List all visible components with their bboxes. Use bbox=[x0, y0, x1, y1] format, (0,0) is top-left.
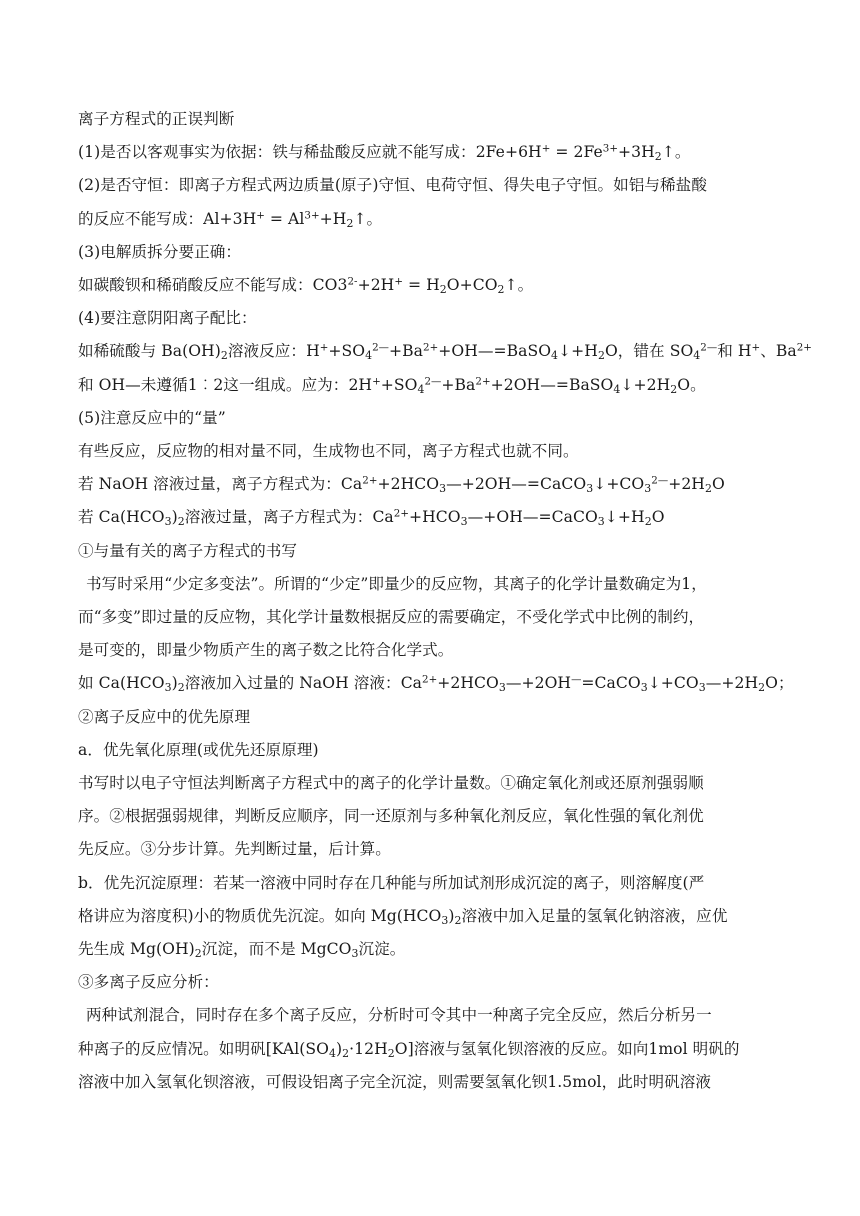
text-run: 溶液中加入氢氧化钡溶液，可假设铝离子完全沉淀，则需要氢氧化钡1.5mol，此时明矾溶液 bbox=[78, 1072, 712, 1091]
text-line bbox=[78, 667, 794, 700]
text-run: ·12H bbox=[349, 1039, 388, 1058]
text-run: —+2H bbox=[705, 674, 759, 693]
subscript: 2 bbox=[346, 216, 354, 230]
subscript: 2 bbox=[758, 681, 766, 695]
text-run: b．优先沉淀原理：若某一溶液中同时存在几种能与所加试剂形成沉淀的离子，则溶解度(严 bbox=[78, 873, 705, 892]
text-run: ↑。 bbox=[504, 276, 534, 295]
text-run: +2H bbox=[357, 276, 395, 295]
subscript: 2 bbox=[342, 1046, 350, 1060]
text-run: 如 Ca(HCO bbox=[78, 674, 165, 693]
subscript: 3 bbox=[498, 681, 506, 695]
superscript: 2+ bbox=[423, 342, 439, 355]
text-run: ②离子反应中的优先原理 bbox=[78, 707, 251, 726]
text-run: ) bbox=[335, 1039, 343, 1058]
text-run: (2)是否守恒：即离子方程式两边质量(原子)守恒、电荷守恒、得失电子守恒。如铝与稀盐酸 bbox=[78, 176, 707, 195]
superscript: + bbox=[256, 209, 265, 222]
superscript: + bbox=[541, 142, 551, 155]
subscript: 3 bbox=[439, 482, 447, 496]
subscript: 4 bbox=[328, 1046, 336, 1060]
subscript: 2 bbox=[454, 913, 462, 927]
text-run: O bbox=[711, 475, 725, 494]
text-line bbox=[78, 833, 782, 866]
text-run: 书写时采用“少定多变法”。所谓的“少定”即量少的反应物，其离子的化学计量数确定为1， bbox=[86, 574, 707, 593]
text-run: ↑。 bbox=[353, 209, 383, 228]
subscript: 2 bbox=[597, 349, 605, 363]
text-run: = 2Fe bbox=[550, 143, 603, 162]
text-run: 沉淀，而不是 MgCO bbox=[201, 940, 352, 959]
text-line bbox=[78, 435, 782, 468]
text-run: a．优先氧化原理(或优先还原原理) bbox=[78, 740, 319, 759]
text-line bbox=[78, 999, 782, 1032]
text-line bbox=[78, 103, 782, 136]
text-run: ↓+H bbox=[558, 342, 598, 361]
text-run: ↓+CO bbox=[647, 674, 699, 693]
text-run: ↓+H bbox=[604, 508, 645, 527]
subscript: 2 bbox=[220, 349, 228, 363]
subscript: 2 bbox=[177, 515, 185, 529]
superscript: 2— bbox=[424, 375, 442, 388]
superscript: — bbox=[571, 674, 582, 687]
text-run: 溶液过量，离子方程式为：Ca bbox=[184, 508, 394, 527]
text-run: = H bbox=[403, 276, 440, 295]
text-line bbox=[78, 1066, 782, 1099]
text-run: +Ba bbox=[441, 375, 476, 394]
text-run: ↓+2H bbox=[620, 375, 671, 394]
superscript: + bbox=[319, 342, 329, 355]
text-run: 书写时以电子守恒法判断离子方程式中的离子的化学计量数。①确定氧化剂或还原剂强弱顺 bbox=[78, 774, 704, 793]
subscript: 3 bbox=[460, 515, 468, 529]
text-line bbox=[78, 501, 782, 534]
text-run: +SO bbox=[380, 375, 418, 394]
text-line bbox=[78, 767, 782, 800]
superscript: 3+ bbox=[602, 142, 619, 155]
text-run: 溶液反应：H bbox=[227, 342, 320, 361]
text-run: +2OH—=BaSO bbox=[490, 375, 614, 394]
subscript: 3 bbox=[164, 681, 172, 695]
text-run: 和 OH—未遵循1︰2这一组成。应为：2H bbox=[78, 375, 373, 394]
subscript: 3 bbox=[586, 482, 594, 496]
text-run: +2HCO bbox=[377, 475, 440, 494]
text-run: =CaCO bbox=[581, 674, 641, 693]
subscript: 2 bbox=[177, 681, 185, 695]
text-run: O+CO bbox=[446, 276, 498, 295]
text-run: 溶液中加入足量的氢氧化钠溶液，应优 bbox=[461, 906, 728, 925]
superscript: 3+ bbox=[304, 209, 320, 222]
text-run: ①与量有关的离子方程式的书写 bbox=[78, 541, 298, 560]
subscript: 4 bbox=[417, 382, 425, 396]
text-run: 沉淀。 bbox=[358, 940, 406, 959]
text-run: 如稀硫酸与 Ba(OH) bbox=[78, 342, 221, 361]
text-run: 序。②根据强弱规律，判断反应顺序，同一还原剂与多种氧化剂反应，氧化性强的氧化剂优 bbox=[78, 807, 704, 826]
text-run: ③多离子反应分析： bbox=[78, 973, 219, 992]
subscript: 2 bbox=[194, 947, 202, 961]
text-run: O]溶液与氢氧化钡溶液的反应。如向1mol 明矾的 bbox=[394, 1039, 740, 1058]
text-line bbox=[78, 634, 782, 667]
text-run: 若 Ca(HCO bbox=[78, 508, 165, 527]
text-run: 而“多变”即过量的反应物，其化学计量数根据反应的需要确定，不受化学式中比例的制约， bbox=[78, 608, 705, 627]
text-run: 先生成 Mg(OH) bbox=[78, 940, 195, 959]
text-run: +OH—=BaSO bbox=[438, 342, 552, 361]
text-run: 和 H bbox=[717, 342, 752, 361]
text-line bbox=[78, 535, 782, 568]
subscript: 2 bbox=[704, 482, 712, 496]
text-run: ) bbox=[171, 674, 178, 693]
text-run: 两种试剂混合，同时存在多个离子反应，分析时可令其中一种离子完全反应，然后分析另一 bbox=[86, 1006, 712, 1025]
text-run: (5)注意反应中的“量” bbox=[78, 408, 226, 427]
text-line bbox=[78, 568, 782, 601]
text-run: 若 NaOH 溶液过量，离子方程式为：Ca bbox=[78, 475, 363, 494]
text-run: —+OH—=CaCO bbox=[467, 508, 598, 527]
text-run: (4)要注意阴阳离子配比： bbox=[78, 309, 257, 328]
text-run: 先反应。③分步计算。先判断过量，后计算。 bbox=[78, 840, 391, 859]
text-line bbox=[78, 800, 782, 833]
text-line bbox=[78, 136, 782, 169]
text-run: +2H bbox=[668, 475, 705, 494]
superscript: 2- bbox=[347, 275, 358, 288]
superscript: + bbox=[394, 275, 403, 288]
text-run: 格讲应为溶度积)小的物质优先沉淀。如向 Mg(HCO bbox=[78, 906, 442, 925]
text-line bbox=[78, 369, 782, 402]
text-run: +HCO bbox=[409, 508, 461, 527]
text-run: —+2OH—=CaCO bbox=[446, 475, 587, 494]
text-line bbox=[78, 867, 782, 900]
text-line bbox=[78, 601, 782, 634]
subscript: 2 bbox=[670, 382, 678, 396]
text-run: (1)是否以客观事实为依据：铁与稀盐酸反应就不能写成：2Fe+6H bbox=[78, 143, 542, 162]
text-run: +SO bbox=[328, 342, 366, 361]
text-run: ) bbox=[448, 906, 455, 925]
superscript: 2+ bbox=[475, 375, 491, 388]
text-line bbox=[78, 734, 782, 767]
text-run: ↓+CO bbox=[593, 475, 645, 494]
text-run: ↑。 bbox=[661, 143, 691, 162]
text-run: +3H bbox=[618, 143, 655, 162]
superscript: 2+ bbox=[422, 674, 438, 687]
text-run: 种离子的反应情况。如明矾[KAl(SO bbox=[78, 1039, 329, 1058]
subscript: 4 bbox=[551, 349, 559, 363]
subscript: 3 bbox=[640, 681, 648, 695]
superscript: 2— bbox=[651, 474, 669, 487]
subscript: 3 bbox=[698, 681, 706, 695]
superscript: 2+ bbox=[362, 474, 378, 487]
text-line bbox=[78, 269, 782, 302]
text-run: 的反应不能写成：Al+3H bbox=[78, 209, 257, 228]
text-line bbox=[78, 302, 782, 335]
superscript: + bbox=[372, 375, 381, 388]
text-run: 溶液加入过量的 NaOH 溶液：Ca bbox=[184, 674, 423, 693]
subscript: 2 bbox=[497, 283, 505, 297]
subscript: 3 bbox=[441, 913, 449, 927]
text-run: +H bbox=[319, 209, 347, 228]
text-run: O； bbox=[765, 674, 794, 693]
subscript: 4 bbox=[613, 382, 621, 396]
text-line bbox=[78, 169, 782, 202]
subscript: 2 bbox=[654, 150, 662, 164]
text-line bbox=[78, 1033, 782, 1066]
subscript: 4 bbox=[693, 349, 701, 363]
text-run: +2HCO bbox=[437, 674, 499, 693]
superscript: 2+ bbox=[393, 508, 410, 521]
text-run: 、Ba bbox=[760, 342, 797, 361]
text-line bbox=[78, 468, 782, 501]
text-run: 有些反应，反应物的相对量不同，生成物也不同，离子方程式也就不同。 bbox=[78, 442, 579, 461]
document-body bbox=[78, 103, 812, 1099]
text-run: —+2OH bbox=[505, 674, 572, 693]
text-line bbox=[78, 236, 782, 269]
text-line bbox=[78, 203, 782, 236]
text-run: 是可变的，即量少物质产生的离子数之比符合化学式。 bbox=[78, 641, 454, 660]
superscript: 2+ bbox=[796, 342, 812, 355]
text-run: = Al bbox=[264, 209, 305, 228]
text-line bbox=[78, 701, 782, 734]
text-line bbox=[78, 966, 782, 999]
text-run: 离子方程式的正误判断 bbox=[78, 110, 235, 128]
text-run: O bbox=[651, 508, 665, 527]
text-run: +Ba bbox=[389, 342, 423, 361]
superscript: 2— bbox=[700, 342, 718, 355]
subscript: 3 bbox=[164, 515, 172, 529]
text-line bbox=[78, 402, 782, 435]
subscript: 2 bbox=[439, 283, 447, 297]
text-run: 如碳酸钡和稀硝酸反应不能写成：CO3 bbox=[78, 276, 348, 295]
subscript: 4 bbox=[365, 349, 373, 363]
superscript: + bbox=[751, 342, 761, 355]
text-run: (3)电解质拆分要正确： bbox=[78, 242, 242, 261]
text-run: ) bbox=[171, 508, 178, 527]
subscript: 3 bbox=[351, 947, 359, 961]
text-line bbox=[78, 900, 782, 933]
subscript: 3 bbox=[597, 515, 605, 529]
subscript: 2 bbox=[387, 1046, 395, 1060]
text-line bbox=[78, 933, 782, 966]
text-run: O，错在 SO bbox=[604, 342, 694, 361]
text-line bbox=[78, 335, 812, 368]
superscript: 2— bbox=[372, 342, 390, 355]
text-run: O。 bbox=[677, 375, 706, 394]
subscript: 3 bbox=[644, 482, 652, 496]
subscript: 2 bbox=[644, 515, 652, 529]
